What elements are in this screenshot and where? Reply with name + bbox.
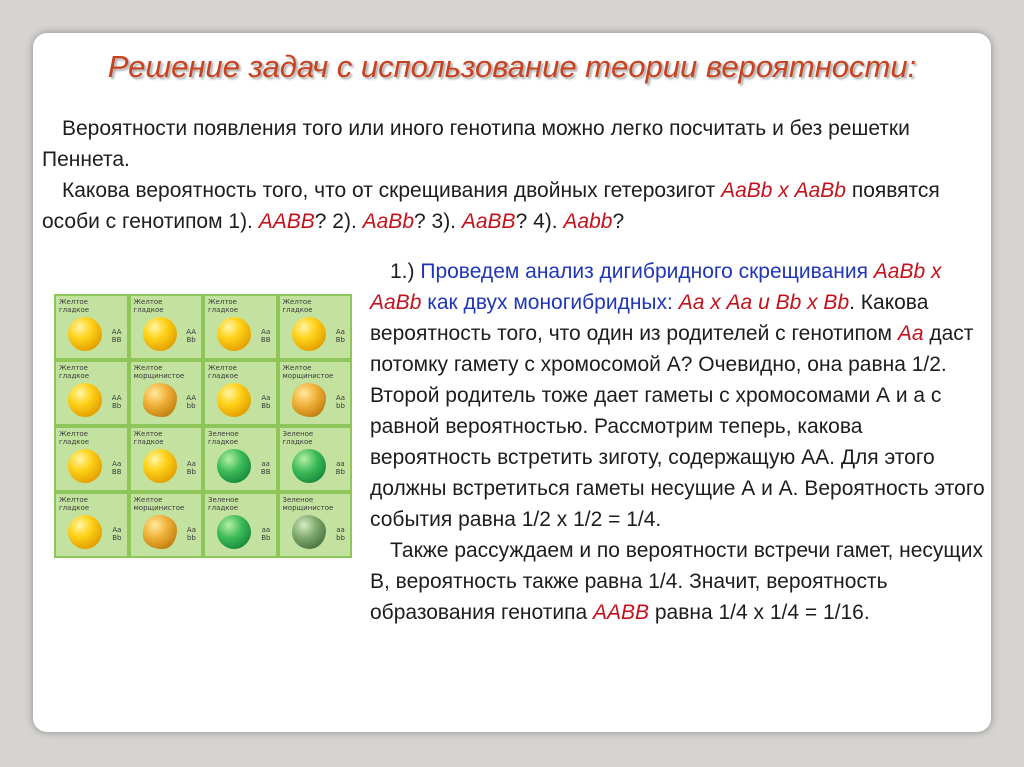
green-wrinkled-pea-icon — [292, 515, 326, 549]
phenotype-label: Желтое гладкое — [59, 496, 90, 512]
genotype-label — [261, 394, 270, 410]
punnett-cell — [280, 494, 351, 556]
genotype-bottom: Bb — [261, 534, 271, 542]
solution-text-3: Также рассуждаем и по вероятности встречи гамет, несущих В, вероятность также равна 1/4. Значит, вероятность образования генотипа — [370, 539, 983, 624]
yellow-smooth-pea-icon — [143, 317, 177, 351]
genotype-label — [112, 460, 122, 476]
punnett-cell — [280, 428, 351, 490]
yellow-wrinkled-pea-icon — [143, 515, 177, 549]
genotype-top: Aa — [112, 460, 122, 468]
genotype-bottom: Bb — [111, 402, 122, 410]
solution-lead: Проведем анализ дигибридного скрещивания — [420, 260, 868, 283]
genotype-top: Aa — [186, 526, 196, 534]
solution-lead-2: как двух моногибридных: — [421, 291, 679, 314]
genotype-label — [112, 394, 122, 410]
slide — [33, 33, 991, 732]
sep-2: ? 2). — [314, 210, 363, 233]
genotype-bottom: BB — [260, 468, 271, 476]
intro-p2-text-b: появятся особи с генотипом 1). — [42, 179, 940, 233]
phenotype-label: Желтое морщинистое — [133, 364, 185, 380]
phenotype-label: Желтое гладкое — [282, 298, 313, 314]
genotype-bottom: bb — [336, 402, 345, 410]
genotype-top: AA — [111, 394, 122, 402]
phenotype-label: Желтое гладкое — [208, 364, 239, 380]
mono-crosses: Аа х Аа и Вb х Вb — [678, 291, 850, 314]
phenotype-label: Желтое гладкое — [208, 298, 239, 314]
genotype-top: AA — [186, 328, 196, 336]
genotype-top: Aa — [261, 328, 271, 336]
genotype-top: aa — [261, 526, 271, 534]
punnett-cell — [131, 362, 202, 424]
genotype-bottom: Bb — [335, 468, 345, 476]
yellow-wrinkled-pea-icon — [292, 383, 326, 417]
phenotype-label: Зеленое морщинистое — [282, 496, 334, 512]
punnett-cell — [131, 428, 202, 490]
solution-paragraph-1 — [370, 256, 985, 535]
genotype-bottom: Bb — [261, 402, 271, 410]
genotype-bottom: Bb — [335, 336, 345, 344]
punnett-cell — [56, 428, 127, 490]
genotype-top: aa — [336, 526, 345, 534]
slide-title: Решение задач с использование теории вероятности: — [107, 49, 917, 84]
genotype-bottom: bb — [336, 534, 345, 542]
punnett-cell — [205, 494, 276, 556]
green-smooth-pea-icon — [217, 515, 251, 549]
solution-paragraph-2 — [370, 535, 985, 628]
genotype-bottom: Bb — [186, 336, 196, 344]
yellow-smooth-pea-icon — [292, 317, 326, 351]
phenotype-label: Зеленое гладкое — [282, 430, 314, 446]
yellow-wrinkled-pea-icon — [143, 383, 177, 417]
punnett-cell — [280, 296, 351, 358]
solution-text-2: даст потомку гамету с хромосомой А? Очевидно, она равна 1/2. Второй родитель тоже дает гаметы с хромосомами А и а с равной вероятностью. Рассмотрим теперь, какова вероятность встретить зиготу, содержащую АА. Для этого должны встретиться гаметы несущие А и А. Вероятность этого события равна 1/2 х 1/2 = 1/4. — [370, 322, 985, 531]
genotype-4: Aabb — [563, 210, 613, 233]
genotype-label — [261, 328, 271, 344]
genotype-top: AA — [111, 328, 122, 336]
phenotype-label: Зеленое гладкое — [208, 496, 239, 512]
genotype-1: ААВВ — [258, 210, 315, 233]
punnett-cell — [131, 296, 202, 358]
phenotype-label: Желтое гладкое — [59, 298, 90, 314]
green-smooth-pea-icon — [217, 449, 251, 483]
genotype-aa: Аа — [897, 322, 924, 345]
genotype-bottom: bb — [186, 402, 196, 410]
end-mark: ? — [612, 210, 625, 233]
phenotype-label: Зеленое гладкое — [208, 430, 239, 446]
genotype-2: АаВb — [362, 210, 414, 233]
phenotype-label: Желтое морщинистое — [133, 496, 185, 512]
punnett-cell — [205, 362, 276, 424]
genotype-aabb: ААВВ — [592, 601, 649, 624]
genotype-top: Aa — [335, 328, 345, 336]
genotype-bottom: BB — [111, 336, 122, 344]
solution-text-1: . Какова вероятность того, что один из родителей с генотипом — [370, 291, 929, 345]
yellow-smooth-pea-icon — [68, 515, 102, 549]
punnett-cell — [56, 494, 127, 556]
genotype-top: Aa — [112, 526, 122, 534]
genotype-label — [187, 460, 196, 476]
genotype-label — [336, 460, 345, 476]
genotype-top: Aa — [261, 394, 271, 402]
intro-text — [42, 113, 982, 237]
intro-paragraph-1 — [42, 113, 982, 175]
sep-3: ? 3). — [414, 210, 462, 233]
intro-paragraph-2 — [42, 175, 982, 237]
genotype-bottom: BB — [111, 468, 122, 476]
intro-p1: Вероятности появления того или иного генотипа можно легко посчитать и без решетки Пеннета. — [42, 117, 910, 171]
genotype-label — [112, 328, 122, 344]
genotype-top: Aa — [186, 460, 196, 468]
genotype-label — [187, 526, 196, 542]
genotype-label — [336, 394, 345, 410]
phenotype-label: Желтое гладкое — [59, 364, 90, 380]
yellow-smooth-pea-icon — [217, 317, 251, 351]
phenotype-label: Желтое гладкое — [133, 430, 164, 446]
genotype-bottom: Bb — [112, 534, 122, 542]
intro-p2-text: Какова вероятность того, что от скрещивания двойных гетерозигот — [62, 179, 722, 202]
genotype-bottom: BB — [260, 336, 271, 344]
genotype-label — [186, 394, 196, 410]
yellow-smooth-pea-icon — [217, 383, 251, 417]
phenotype-label: Желтое гладкое — [59, 430, 90, 446]
punnett-cell — [56, 296, 127, 358]
solution-text-4: равна 1/4 х 1/4 = 1/16. — [649, 601, 870, 624]
phenotype-label: Желтое морщинистое — [282, 364, 334, 380]
punnett-cell — [205, 428, 276, 490]
solution-text — [370, 256, 985, 628]
yellow-smooth-pea-icon — [143, 449, 177, 483]
phenotype-label: Желтое гладкое — [133, 298, 164, 314]
punnett-cell — [205, 296, 276, 358]
genotype-top: aa — [336, 460, 345, 468]
genotype-label — [261, 526, 270, 542]
genotype-bottom: Bb — [186, 468, 196, 476]
genotype-top: Aa — [335, 394, 345, 402]
genotype-3: АаВВ — [461, 210, 516, 233]
genotype-label — [336, 526, 345, 542]
yellow-smooth-pea-icon — [68, 383, 102, 417]
genotype-label — [112, 526, 121, 542]
genotype-bottom: bb — [187, 534, 196, 542]
genotype-label — [261, 460, 271, 476]
punnett-cell — [131, 494, 202, 556]
yellow-smooth-pea-icon — [68, 449, 102, 483]
punnett-cell — [56, 362, 127, 424]
genotype-label — [336, 328, 345, 344]
punnett-cell — [280, 362, 351, 424]
solution-cross: АаВb х АаВb — [370, 260, 942, 314]
genotype-top: aa — [261, 460, 270, 468]
solution-number: 1.) — [390, 260, 421, 283]
green-smooth-pea-icon — [292, 449, 326, 483]
genotype-label — [186, 328, 196, 344]
sep-4: ? 4). — [515, 210, 564, 233]
genotype-top: AA — [186, 394, 196, 402]
cross-formula: АаВb х АаВb — [721, 179, 846, 202]
punnett-square-image — [54, 294, 352, 558]
yellow-smooth-pea-icon — [68, 317, 102, 351]
